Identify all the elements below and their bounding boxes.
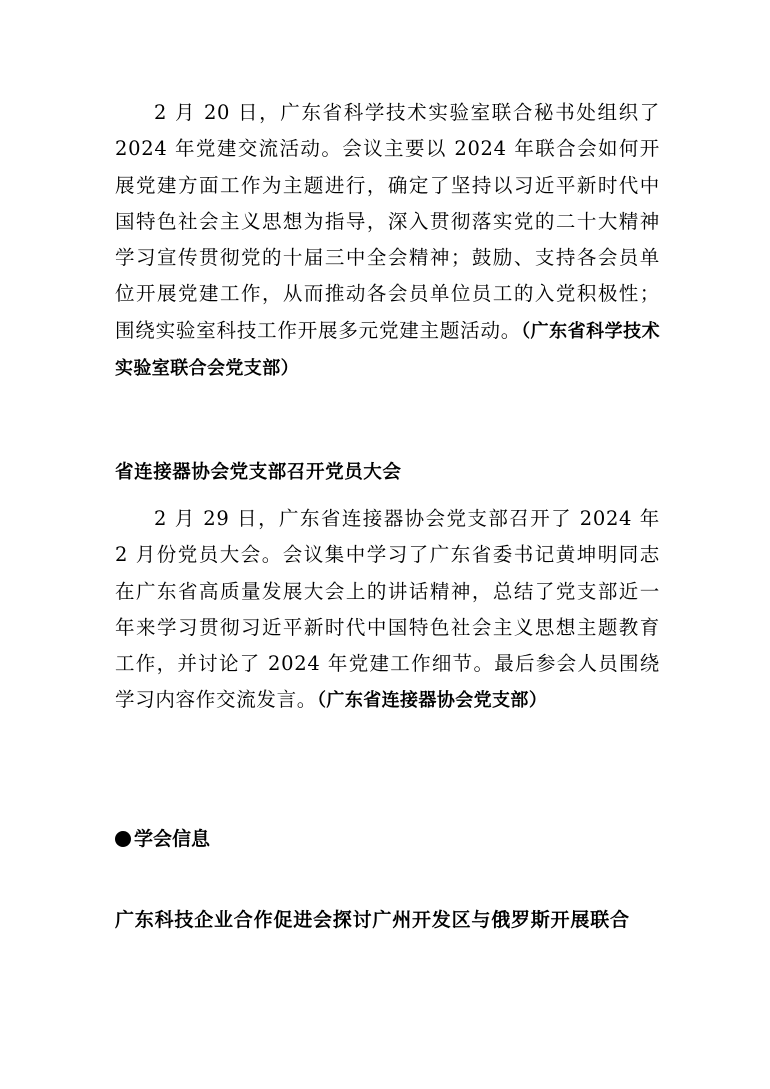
paragraph-source: （广东省连接器协会党支部） (317, 690, 548, 712)
section-title-society-info (115, 821, 210, 857)
paragraph-connector-association (115, 501, 660, 720)
paragraph-source: （广东省科学技术实验室联合会党支部） (115, 320, 660, 380)
paragraph-text: 2 月 20 日，广东省科学技术实验室联合秘书处组织了 2024 年党建交流活动。会议主要以 2024 年联合会如何开展党建方面工作为主题进行，确定了坚持以习近平新时代中国特色社会主义思想为指导，深入贯彻落实党的二十大精神学习宣传贯彻党的十届三中全会精神；鼓励、支持各会员单位开展党建工作，从而推动各会员单位员工的入党积极性；围绕实验室科技工作开展多元党建主题活动。 (115, 101, 660, 342)
paragraph-text: 2 月 29 日，广东省连接器协会党支部召开了 2024 年 2 月份党员大会。会议集中学习了广东省委书记黄坤明同志在广东省高质量发展大会上的讲话精神，总结了党支部近一年来学习贯彻习近平新时代中国特色社会主义思想主题教育工作，并讨论了 2024 年党建工作细节。最后参会人员围绕学习内容作交流发言。 (115, 507, 660, 712)
section-title-label: 学会信息 (134, 828, 211, 850)
heading-connector-association-meeting: 省连接器协会党支部召开党员大会 (115, 462, 402, 483)
paragraph-lab-union-party-event (115, 95, 660, 387)
bullet-icon (115, 831, 131, 847)
heading-tech-enterprise-cooperation: 广东科技企业合作促进会探讨广州开发区与俄罗斯开展联合 (115, 909, 630, 931)
